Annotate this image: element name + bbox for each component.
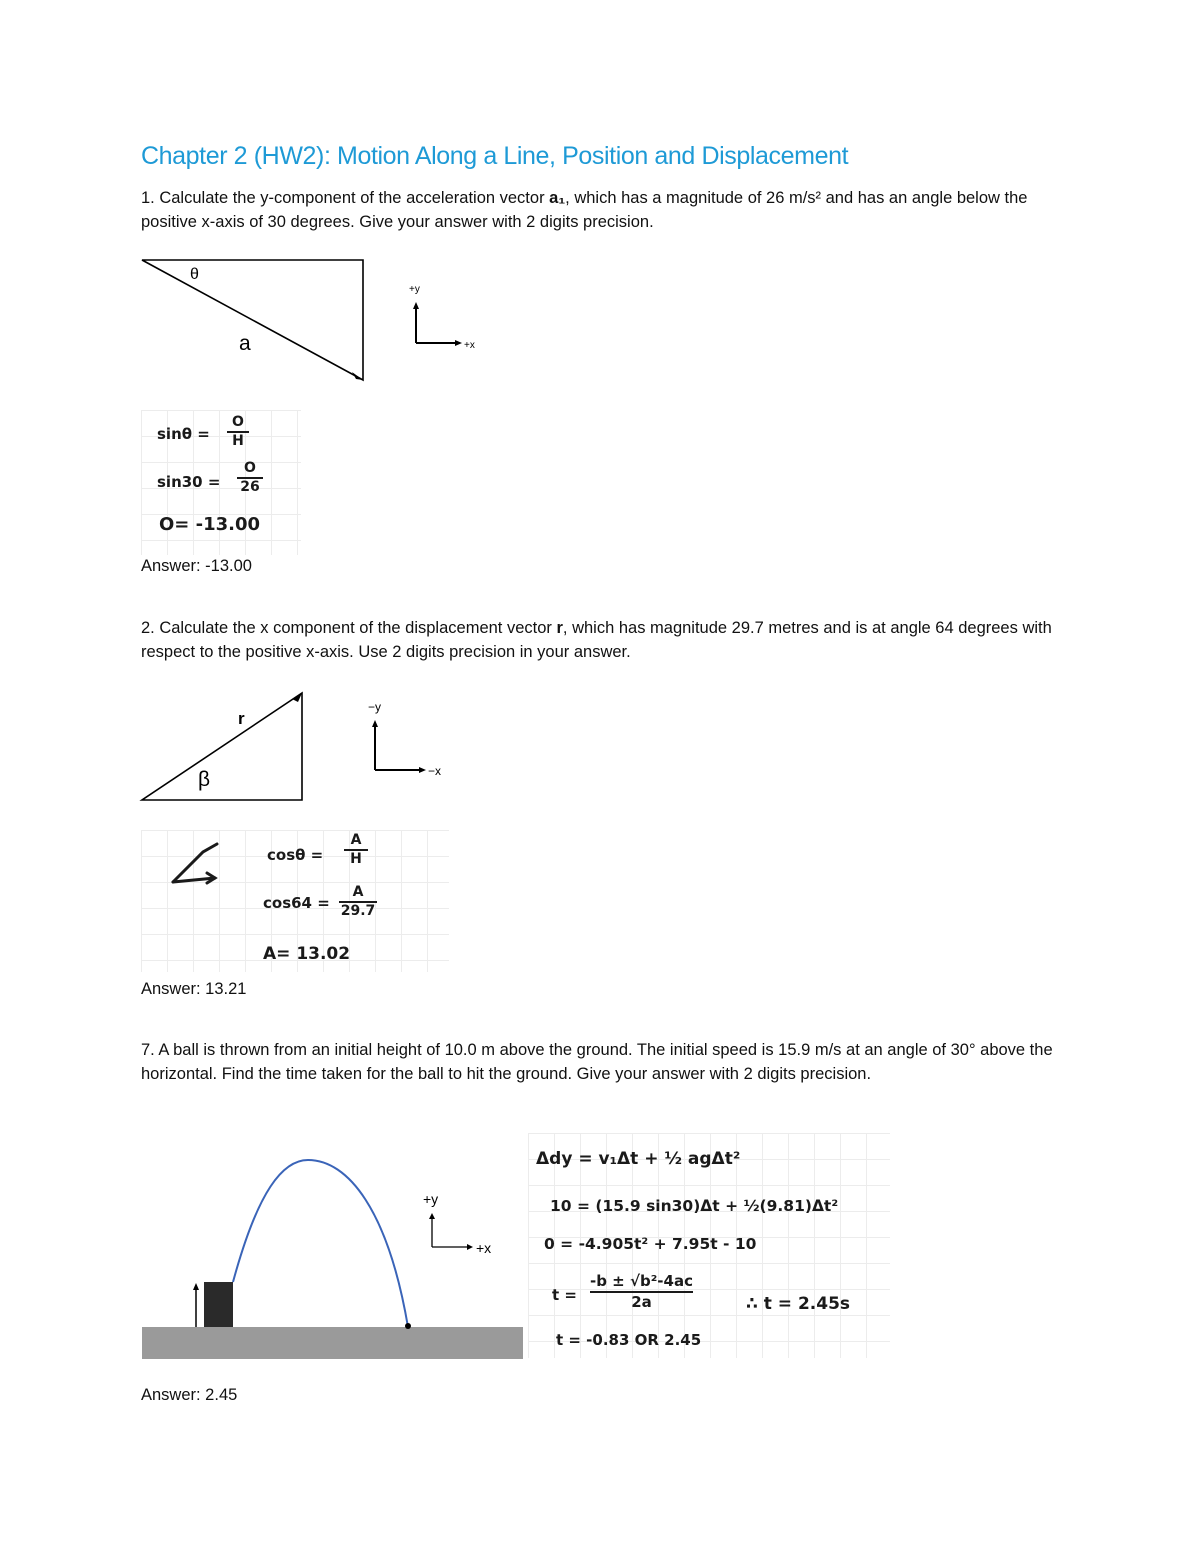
q3-work-line4-den: 2a	[590, 1291, 693, 1311]
q3-work-result: ∴ t = 2.45s	[746, 1294, 851, 1314]
q1-work-line1	[157, 425, 210, 443]
q3-ground	[142, 1327, 523, 1359]
q3-answer: Answer: 2.45	[141, 1386, 238, 1404]
q2-axis-x-label: −x	[428, 764, 442, 778]
q2-answer: Answer: 13.21	[141, 980, 247, 998]
q2-text-post: , which has magnitude 29.7 metres and is at angle 64 degrees with respect to the positive x-axis. Use 2 digits precision in your answer.	[141, 619, 1052, 661]
q3-handwritten-work	[528, 1133, 890, 1358]
q2-vector-label: r	[238, 709, 245, 728]
q2-work-frac1	[344, 832, 368, 867]
page-title: Chapter 2 (HW2): Motion Along a Line, Position and Displacement	[141, 142, 849, 170]
q2-arrowhead	[292, 693, 302, 702]
q2-work-line3: A= 13.02	[263, 944, 351, 964]
q2-triangle	[142, 693, 302, 800]
q1-x-arrow	[455, 340, 462, 346]
question-2-text	[141, 616, 1071, 664]
q1-text-pre: 1. Calculate the y-component of the acceleration vector	[141, 189, 550, 207]
q2-sketch-icon	[165, 838, 245, 888]
q1-work-frac2	[237, 460, 263, 495]
q3-height-arrow	[193, 1283, 199, 1290]
q2-vector: r	[556, 619, 563, 637]
q3-work-line4-num: -b ± √b²-4ac	[590, 1272, 693, 1290]
q1-work-line2-lhs: sin30 =	[157, 473, 221, 491]
q3-x-arrow	[467, 1244, 473, 1250]
q1-work-frac1	[227, 414, 249, 449]
question-1-text	[141, 186, 1071, 234]
q2-y-arrow	[372, 720, 378, 727]
q2-work-line1-lhs: cosθ =	[267, 846, 324, 864]
q1-vector: a₁	[549, 189, 566, 207]
q2-text-pre: 2. Calculate the x component of the displacement vector	[141, 619, 557, 637]
q3-ball-landing	[405, 1323, 411, 1329]
q3-axis-y-label: +y	[423, 1191, 439, 1207]
q2-axis-y-label: −y	[368, 700, 382, 714]
q1-vector-label: a	[239, 332, 251, 355]
q1-work-frac1-den: H	[227, 431, 249, 449]
q2-work-line2-lhs: cos64 =	[263, 894, 330, 912]
q1-y-arrow	[413, 302, 419, 309]
q3-trajectory	[233, 1160, 408, 1327]
q1-axis-x-label: +x	[464, 340, 475, 351]
q1-text-post: , which has a magnitude of 26 m/s² and has an angle below the positive x-axis of 30 degrees. Give your answer with 2 digits precision.	[141, 189, 1028, 231]
q3-work-line5: t = -0.83 OR 2.45	[556, 1331, 702, 1349]
q3-y-arrow	[429, 1213, 435, 1219]
q3-axis-x-label: +x	[476, 1240, 492, 1256]
q1-work-frac2-den: 26	[237, 477, 263, 495]
q1-angle-label: θ	[190, 266, 199, 283]
q1-work-frac1-num: O	[232, 414, 244, 430]
q1-handwritten-work	[141, 410, 301, 555]
q2-work-frac1-den: H	[344, 849, 368, 867]
q3-projectile-diagram	[138, 1150, 528, 1365]
q1-work-line3: O= -13.00	[159, 514, 261, 535]
question-7-text: 7. A ball is thrown from an initial height of 10.0 m above the ground. The initial speed is 15.9 m/s at an angle of 30° above the horizontal. Find the time taken for the ball to hit the ground. Give your answer with 2 digits precision.	[141, 1041, 1053, 1083]
q1-work-line1-lhs: sinθ =	[157, 425, 210, 443]
q3-launch-block	[204, 1282, 233, 1327]
q2-triangle-diagram	[138, 688, 478, 808]
q2-work-frac1-num: A	[350, 832, 362, 848]
q3-work-line4-frac	[590, 1272, 693, 1311]
q2-handwritten-work	[141, 830, 449, 972]
q3-work-line4-lhs: t =	[552, 1286, 577, 1304]
q3-work-line2: 10 = (15.9 sin30)Δt + ½(9.81)Δt²	[550, 1197, 839, 1215]
q1-work-frac2-num: O	[244, 460, 256, 476]
q2-work-frac2-num: A	[352, 884, 364, 900]
q2-angle-label: β	[198, 768, 211, 791]
q1-axis-y-label: +y	[409, 284, 420, 295]
q2-work-frac2-den: 29.7	[340, 903, 376, 919]
q1-answer: Answer: -13.00	[141, 557, 252, 575]
q3-work-line3: 0 = -4.905t² + 7.95t - 10	[544, 1235, 757, 1253]
q2-x-arrow	[419, 767, 426, 773]
q1-triangle-diagram	[138, 255, 498, 390]
q3-work-line1: Δdy = v₁Δt + ½ agΔt²	[536, 1149, 741, 1169]
q2-work-frac2	[339, 884, 377, 919]
q1-triangle	[142, 260, 363, 380]
